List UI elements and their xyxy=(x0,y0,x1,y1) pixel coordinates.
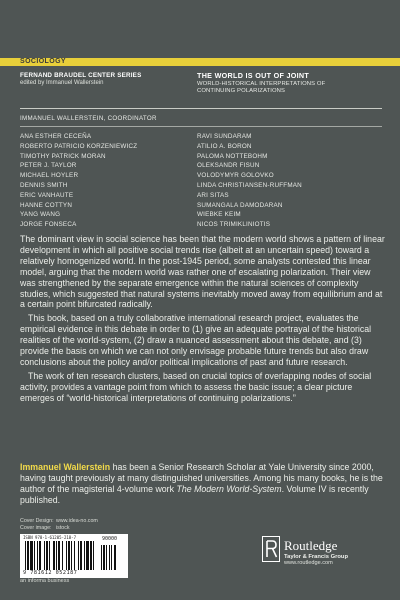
credit-value: www.idea-no.com xyxy=(56,518,98,524)
author-name: Immanuel Wallerstein xyxy=(20,462,111,472)
price-code: 90000 xyxy=(102,536,118,542)
book-subtitle-line-2: CONTINUING POLARIZATIONS xyxy=(197,88,286,94)
credit-label: Cover Design: xyxy=(20,518,54,524)
barcode-addon-bar xyxy=(101,545,102,570)
barcode-bar xyxy=(49,541,50,570)
barcode-bar xyxy=(53,541,55,570)
contributor-name: PETER J. TAYLOR xyxy=(20,162,77,170)
barcode-bar xyxy=(62,541,63,570)
barcode-bar xyxy=(90,541,92,570)
credit-label: Cover image: xyxy=(20,524,52,531)
bio-book-title: The Modern World-System xyxy=(176,483,282,494)
contributor-name: ANA ESTHER CECEÑA xyxy=(20,133,92,140)
contributor-name: ARI SITAS xyxy=(197,191,229,199)
informa-tagline: an informa business xyxy=(20,578,70,584)
barcode-addon-bar xyxy=(106,545,107,570)
contributor-name: MICHAEL HOYLER xyxy=(20,172,79,180)
credit-image xyxy=(20,525,98,532)
publisher-name: Routledge xyxy=(284,538,338,553)
contributor-name: RAVI SUNDARAM xyxy=(197,133,252,140)
barcode-bar xyxy=(93,541,94,570)
isbn-label: ISBN 978-1-61205-218-7 xyxy=(23,535,76,540)
bio-text: has been a Senior Research Scholar at Yale University since 2000, having taught previously at many distinguished universities. Among his many books, he is the author of the magisterial 4-volume work xyxy=(20,462,383,494)
barcode-bar xyxy=(66,541,67,570)
barcode-bar xyxy=(39,541,41,570)
series-editor: edited by Immanuel Wallerstein xyxy=(20,80,104,86)
blurb xyxy=(20,234,386,407)
contributor-list-left xyxy=(20,132,137,230)
barcode-bar xyxy=(68,541,70,570)
contributor-name: ROBERTO PATRICIO KORZENIEWICZ xyxy=(20,142,138,150)
book-subtitle xyxy=(197,81,387,95)
barcode-bar xyxy=(80,541,82,570)
credit-design xyxy=(20,518,98,525)
coordinator: IMMANUEL WALLERSTEIN, COORDINATOR xyxy=(20,115,157,122)
barcode-bar xyxy=(37,541,38,570)
publisher-text xyxy=(284,538,348,566)
barcode-addon-bar xyxy=(114,545,116,570)
contributor-name: LINDA CHRISTIANSEN-RUFFMAN xyxy=(197,181,302,189)
credit-value: istock xyxy=(56,524,70,531)
contributor-name: VOLODYMYR GOLOVKO xyxy=(197,172,274,180)
barcode-addon-bar xyxy=(109,545,110,570)
barcode-bar xyxy=(74,541,75,570)
author-bio xyxy=(20,462,386,506)
barcode-bar xyxy=(84,541,85,570)
blurb-paragraph-3: The work of ten research clusters, based on crucial topics of overlapping nodes of social activity, provides a vantage point from which to assess the basic issue; a clear picture emerges of “world-historical interpretations of continuing polarizations.” xyxy=(20,370,372,403)
contributor-name: NICOS TRIMIKLINIOTIS xyxy=(197,221,271,229)
barcode-bar xyxy=(30,541,33,570)
barcode-bars-icon xyxy=(25,541,123,570)
barcode-bar xyxy=(71,541,72,570)
contributor-name: SUMANGALA DAMODARAN xyxy=(197,201,283,209)
barcode-addon-bar xyxy=(111,545,112,570)
publisher-group: Taylor & Francis Group xyxy=(284,554,348,560)
barcode-bar xyxy=(56,541,57,570)
cover-credits xyxy=(20,518,98,531)
barcode-bar xyxy=(25,541,26,570)
book-title: THE WORLD IS OUT OF JOINT xyxy=(197,71,310,80)
barcode-bar xyxy=(44,541,45,570)
barcode-bar xyxy=(46,541,48,570)
book-subtitle-line-1: WORLD-HISTORICAL INTERPRETATIONS OF xyxy=(197,81,326,87)
contributor-list-right xyxy=(197,132,302,230)
divider xyxy=(20,126,382,127)
contributor-name: TIMOTHY PATRICK MORAN xyxy=(20,152,106,160)
barcode-bar xyxy=(78,541,79,570)
title-block xyxy=(197,71,387,95)
bio-text-end: . Volume IV is recently published. xyxy=(20,483,369,505)
contributor-name: HANNE COTTYN xyxy=(20,201,73,209)
divider xyxy=(20,108,382,109)
contributor-name: ATILIO A. BORON xyxy=(197,142,252,150)
contributor-name: DENNIS SMITH xyxy=(20,181,68,189)
contributor-name: JORGE FONSECA xyxy=(20,221,77,229)
barcode-bar xyxy=(58,541,60,570)
contributor-name: PALOMA NOTTEBOHM xyxy=(197,152,268,160)
contributor-name: OLEKSANDR FISUN xyxy=(197,162,260,170)
routledge-r-icon xyxy=(262,536,280,562)
blurb-paragraph-2: This book, based on a truly collaborative international research project, evaluates the empirical evidence in this debate in order to (1) give an adequate portrayal of the historical realities of the world-system, (2) draw a nuanced assessment about this debate, and (3) provide the basis on which we can not only envisage probable future trends but also draw conclusions about the policy and/or political implications of past and future research. xyxy=(20,313,372,367)
isbn-digits: 9 781612 052187 xyxy=(23,570,78,576)
barcode-addon-bar xyxy=(103,545,105,570)
contributor-name: YANG WANG xyxy=(20,211,61,219)
barcode xyxy=(20,534,128,578)
barcode-bar xyxy=(86,541,89,570)
contributor-name: ERIC VANHAUTE xyxy=(20,191,74,199)
publisher-url: www.routledge.com xyxy=(284,560,333,566)
series-tag: SOCIOLOGY xyxy=(20,58,66,65)
barcode-bar xyxy=(34,541,35,570)
series-block xyxy=(20,58,142,86)
blurb-paragraph-1: The dominant view in social science has been that the modern world shows a pattern of linear development in which all positive social trends rise (albeit at an uncertain speed) toward a relatively homogenized world. In the post-1945 period, some analysts contested this linear model, arguing that the modern world was rather one of escalating polarization. Their view was strengthened by the separate emergence within the natural sciences of complexity studies, which suggested that natural systems inevitably moved away from equilibrium and at a certain point bifurcated radically. xyxy=(20,234,385,310)
barcode-bar xyxy=(27,541,29,570)
series-name: FERNAND BRAUDEL CENTER SERIES xyxy=(20,72,142,79)
contributor-name: WIEBKE KEIM xyxy=(197,211,241,219)
